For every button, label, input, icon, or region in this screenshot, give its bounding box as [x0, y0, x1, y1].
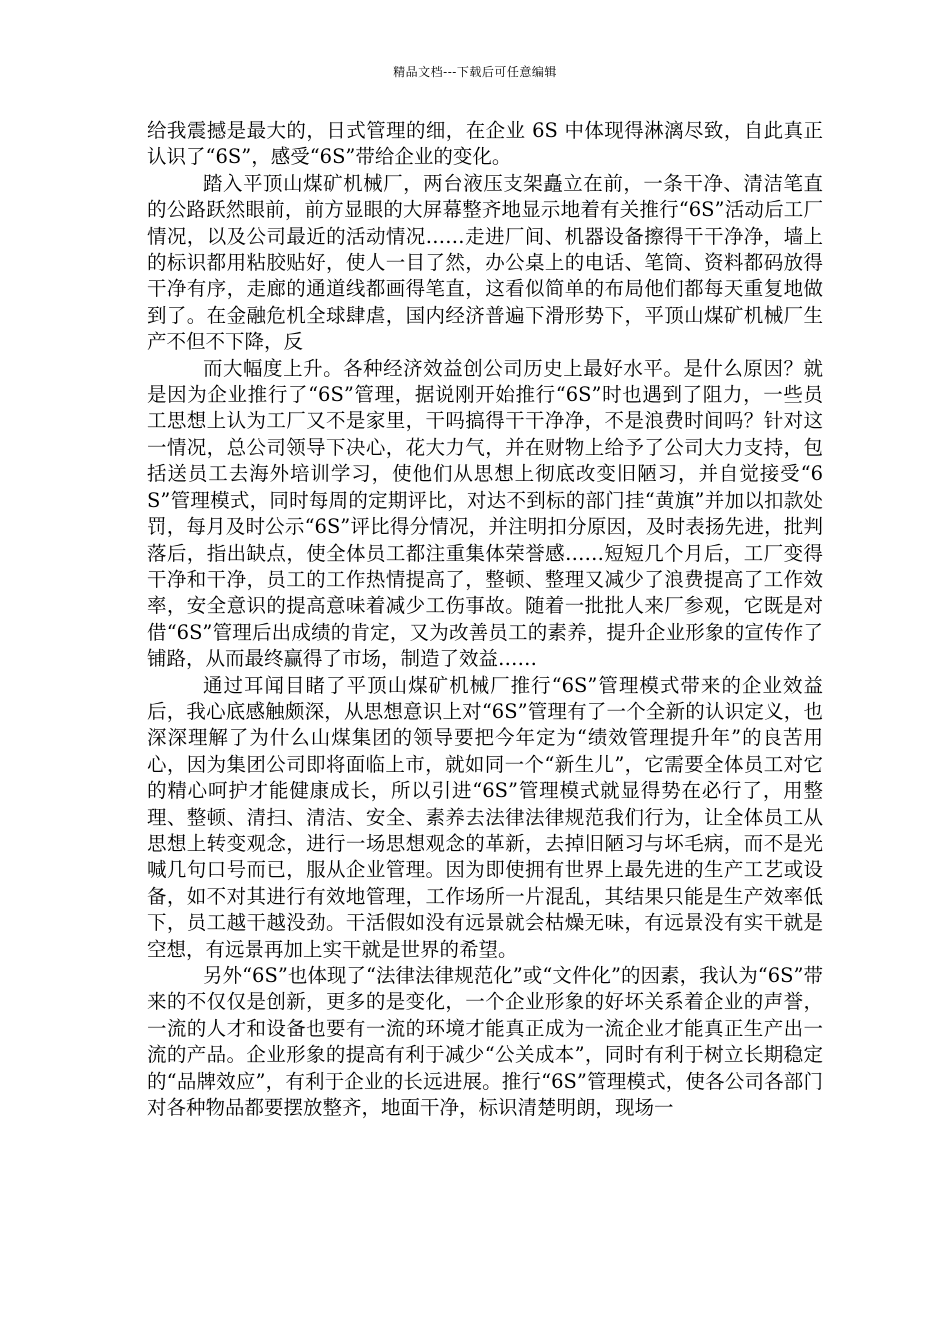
document-body	[147, 118, 823, 1121]
paragraph-5: 另外“6S”也体现了“法律法律规范化”或“文件化”的因素，我认为“6S”带来的不仅仅是创新，更多的是变化，一个企业形象的好坏关系着企业的声誉，一流的人才和设备也要有一流的环境才能真正成为一流企业才能真正生产出一流的产品。企业形象的提高有利于减少“公关成本”，同时有利于树立长期稳定的“品牌效应”，有利于企业的长远进展。推行“6S”管理模式，使各公司各部门对各种物品都要摆放整齐，地面干净，标识清楚明朗，现场一	[147, 964, 823, 1120]
paragraph-3: 而大幅度上升。各种经济效益创公司历史上最好水平。是什么原因？就是因为企业推行了“6S”管理，据说刚开始推行“6S”时也遇到了阻力，一些员工思想上认为工厂又不是家里，干吗搞得干干净净，不是浪费时间吗？针对这一情况，总公司领导下决心，花大力气，并在财物上给予了公司大力支持，包括送员工去海外培训学习，使他们从思想上彻底改变旧陋习，并自觉接受“6S”管理模式，同时每周的定期评比，对达不到标的部门挂“黄旗”并加以扣款处罚，每月及时公示“6S”评比得分情况，并注明扣分原因，及时表扬先进，批判落后，指出缺点，使全体员工都注重集体荣誉感……短短几个月后，工厂变得干净和干净，员工的工作热情提高了，整顿、整理又减少了浪费提高了工作效率，安全意识的提高意味着减少工伤事故。随着一批批人来厂参观，它既是对借“6S”管理后出成绩的肯定，又为改善员工的素养，提升企业形象的宣传作了铺路，从而最终赢得了市场，制造了效益……	[147, 356, 823, 671]
paragraph-4: 通过耳闻目睹了平顶山煤矿机械厂推行“6S”管理模式带来的企业效益后，我心底感触颇深，从思想意识上对“6S”管理有了一个全新的认识定义，也深深理解了为什么山煤集团的领导要把今年定为“绩效管理提升年”的良苦用心，因为集团公司即将面临上市，就如同一个“新生儿”，它需要全体员工对它的精心呵护才能健康成长，所以引进“6S”管理模式就显得势在必行了，用整理、整顿、清扫、清洁、安全、素养去法律法律规范我们行为，让全体员工从思想上转变观念，进行一场思想观念的革新，去掉旧陋习与坏毛病，而不是光喊几句口号而已，服从企业管理。因为即使拥有世界上最先进的生产工艺或设备，如不对其进行有效地管理，工作场所一片混乱，其结果只能是生产效率低下，员工越干越没劲。干活假如没有远景就会枯燥无味，有远景没有实干就是空想，有远景再加上实干就是世界的希望。	[147, 673, 823, 961]
paragraph-2: 踏入平顶山煤矿机械厂，两台液压支架矗立在前，一条干净、清洁笔直的公路跃然眼前，前方显眼的大屏幕整齐地显示地着有关推行“6S”活动后工厂情况，以及公司最近的活动情况……走进厂间、机器设备擦得干干净净，墙上的标识都用粘胶贴好，使人一目了然，办公桌上的电话、笔筒、资料都码放得干净有序，走廊的通道线都画得笔直，这看似简单的布局他们都每天重复地做到了。在金融危机全球肆虐，国内经济普遍下滑形势下，平顶山煤矿机械厂生产不但不下降，反	[147, 171, 823, 354]
paragraph-1: 给我震撼是最大的，日式管理的细，在企业 6S 中体现得淋漓尽致，自此真正认识了“6S”，感受“6S”带给企业的变化。	[147, 119, 823, 169]
page-header: 精品文档---下载后可任意编辑	[393, 65, 557, 79]
